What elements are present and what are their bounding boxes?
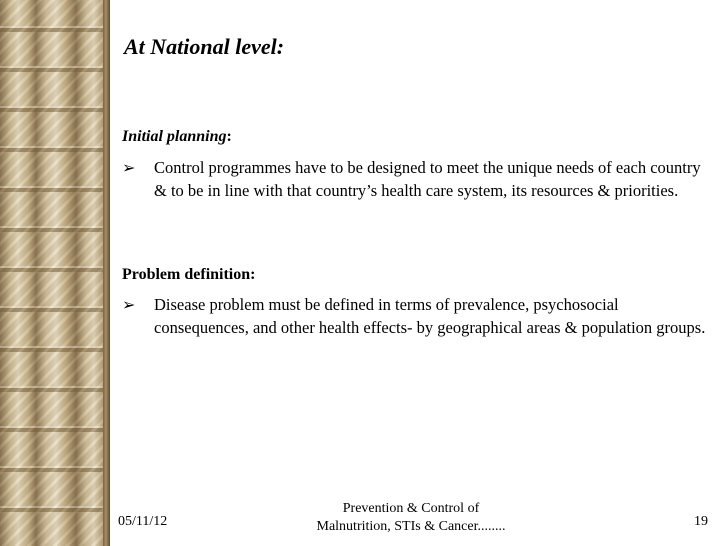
footer-title: [300, 500, 522, 536]
arrow-bullet-icon: ➢: [122, 295, 136, 314]
arrow-bullet-icon: ➢: [122, 158, 136, 177]
bullet-item: [122, 293, 712, 339]
bullet-item: [122, 156, 712, 202]
section-heading-colon: :: [226, 128, 232, 145]
slide-content: [110, 0, 728, 546]
wood-strip-edge: [103, 0, 110, 546]
section-heading-label: Initial planning: [122, 128, 227, 145]
bullet-text: Disease problem must be defined in terms of prevalence, psychosocial consequences, and other health effects- by geographical areas & population groups.: [154, 295, 706, 337]
section-heading-problem-definition: Problem definition:: [122, 266, 256, 283]
page-number: 19: [694, 514, 708, 529]
footer-title-line-2: Malnutrition, STIs & Cancer........: [316, 519, 506, 534]
bullet-text: Control programmes have to be designed to meet the unique needs of each country & to be in line with that country’s health care system, its resources & priorities.: [154, 158, 701, 200]
footer-date: 05/11/12: [118, 514, 168, 529]
footer-title-line-1: Prevention & Control of: [342, 501, 480, 516]
slide-title: At National level:: [124, 34, 285, 59]
wood-texture-strip: [0, 0, 103, 546]
section-heading-initial-planning: [122, 128, 232, 146]
